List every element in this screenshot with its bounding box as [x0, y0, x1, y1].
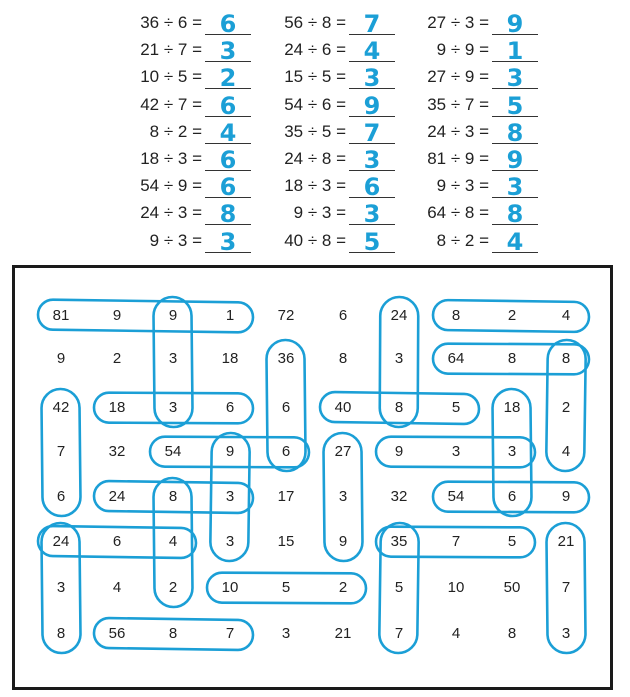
- grid-number[interactable]: 7: [394, 625, 404, 642]
- grid-number[interactable]: 27: [334, 443, 352, 460]
- grid-number[interactable]: 8: [338, 350, 348, 367]
- grid-number[interactable]: 18: [503, 399, 521, 416]
- grid-number[interactable]: 1: [225, 307, 235, 324]
- equation-problem: 56 ÷ 8 =: [284, 13, 346, 32]
- grid-number[interactable]: 10: [221, 579, 239, 596]
- grid-number[interactable]: 24: [52, 533, 70, 550]
- answer-blank[interactable]: [205, 91, 251, 120]
- answer-blank[interactable]: [205, 146, 251, 174]
- grid-number[interactable]: 7: [451, 533, 461, 550]
- grid-number[interactable]: 4: [561, 307, 571, 324]
- grid-number[interactable]: 7: [225, 625, 235, 642]
- grid-number[interactable]: 8: [507, 350, 517, 367]
- equation-problem: 21 ÷ 7 =: [140, 40, 202, 60]
- equation-row: [389, 64, 538, 93]
- grid-number[interactable]: 3: [168, 399, 178, 416]
- answer-blank[interactable]: [205, 227, 251, 256]
- grid-number[interactable]: 3: [561, 625, 571, 642]
- equation-row: [102, 146, 251, 174]
- answer-blank[interactable]: [492, 118, 538, 147]
- grid-number[interactable]: 2: [112, 350, 122, 367]
- grid-number[interactable]: 9: [394, 443, 404, 460]
- grid-number[interactable]: 10: [447, 579, 465, 596]
- equation-row: [389, 227, 538, 256]
- grid-number[interactable]: 21: [557, 533, 575, 550]
- equation-problem: 24 ÷ 8 =: [284, 149, 346, 168]
- grid-number[interactable]: 7: [56, 443, 66, 460]
- grid-number[interactable]: 56: [108, 625, 126, 642]
- grid-number[interactable]: 3: [225, 488, 235, 505]
- grid-number[interactable]: 9: [225, 443, 235, 460]
- handwritten-answer: 4: [219, 118, 237, 147]
- grid-number[interactable]: 6: [112, 533, 122, 550]
- equation-problem: 81 ÷ 9 =: [427, 149, 489, 168]
- grid-number[interactable]: 5: [281, 579, 291, 596]
- handwritten-answer: 3: [363, 200, 381, 229]
- answer-blank[interactable]: [492, 10, 538, 38]
- grid-number[interactable]: 3: [56, 579, 66, 596]
- grid-number[interactable]: 6: [338, 307, 348, 324]
- grid-number[interactable]: 6: [225, 399, 235, 416]
- equation-row: [102, 64, 251, 93]
- equation-problem: 40 ÷ 8 =: [284, 230, 346, 250]
- answer-blank[interactable]: [205, 118, 251, 147]
- equation-row: [246, 10, 395, 38]
- answer-blank[interactable]: [492, 227, 538, 256]
- equation-problem: 24 ÷ 3 =: [140, 203, 202, 223]
- equation-row: [102, 37, 251, 66]
- equation-row: [246, 91, 395, 120]
- handwritten-answer: 6: [219, 173, 237, 202]
- grid-number[interactable]: 50: [503, 579, 521, 596]
- equation-problem: 36 ÷ 6 =: [140, 13, 202, 32]
- equation-problem: 18 ÷ 3 =: [284, 176, 346, 196]
- grid-number[interactable]: 3: [281, 625, 291, 642]
- grid-number[interactable]: 72: [277, 307, 295, 324]
- grid-number[interactable]: 3: [507, 443, 517, 460]
- equation-problem: 10 ÷ 5 =: [140, 67, 202, 87]
- equation-problem: 9 ÷ 3 =: [293, 203, 346, 223]
- grid-number[interactable]: 6: [281, 399, 291, 416]
- grid-number[interactable]: 3: [394, 350, 404, 367]
- handwritten-answer: 6: [219, 10, 237, 38]
- equation-row: [389, 200, 538, 229]
- handwritten-answer: 6: [219, 146, 237, 174]
- grid-number[interactable]: 3: [451, 443, 461, 460]
- equation-row: [246, 173, 395, 202]
- grid-number[interactable]: 2: [561, 399, 571, 416]
- equation-problem: 54 ÷ 9 =: [140, 176, 202, 196]
- grid-number[interactable]: 2: [507, 307, 517, 324]
- equation-row: [389, 146, 538, 174]
- grid-number[interactable]: 2: [168, 579, 178, 596]
- equation-row: [389, 37, 538, 66]
- equation-problem: 27 ÷ 3 =: [427, 13, 489, 32]
- handwritten-answer: 1: [506, 37, 524, 66]
- equation-row: [102, 118, 251, 147]
- equation-problem: 35 ÷ 7 =: [427, 94, 489, 114]
- grid-number[interactable]: 3: [225, 533, 235, 550]
- equation-row: [102, 227, 251, 256]
- equation-row: [246, 227, 395, 256]
- grid-number[interactable]: 6: [56, 488, 66, 505]
- grid-number[interactable]: 24: [108, 488, 126, 505]
- answer-blank[interactable]: [205, 10, 251, 38]
- grid-number[interactable]: 4: [451, 625, 461, 642]
- equation-problem: 24 ÷ 6 =: [284, 40, 346, 60]
- grid-number[interactable]: 32: [108, 443, 126, 460]
- equation-row: [246, 118, 395, 147]
- handwritten-answer: 3: [219, 227, 237, 256]
- handwritten-answer: 4: [363, 37, 381, 66]
- equation-row: [102, 91, 251, 120]
- handwritten-answer: 8: [219, 200, 237, 229]
- handwritten-answer: 6: [363, 173, 381, 202]
- handwritten-answer: 3: [506, 64, 524, 93]
- equation-row: [246, 64, 395, 93]
- equation-row: [246, 146, 395, 174]
- grid-number[interactable]: 18: [221, 350, 239, 367]
- handwritten-answer: 9: [506, 10, 524, 38]
- equation-row: [102, 200, 251, 229]
- equation-problem: 27 ÷ 9 =: [427, 67, 489, 87]
- grid-number[interactable]: 4: [168, 533, 178, 550]
- grid-number[interactable]: 21: [334, 625, 352, 642]
- grid-number[interactable]: 24: [390, 307, 408, 324]
- equation-row: [102, 173, 251, 202]
- equation-problem: 9 ÷ 9 =: [436, 40, 489, 60]
- grid-number[interactable]: 4: [112, 579, 122, 596]
- handwritten-answer: 2: [219, 64, 237, 93]
- handwritten-answer: 6: [219, 91, 237, 120]
- handwritten-answer: 4: [506, 227, 524, 256]
- handwritten-answer: 3: [363, 64, 381, 93]
- handwritten-answer: 9: [363, 91, 381, 120]
- grid-number[interactable]: 8: [56, 625, 66, 642]
- grid-number[interactable]: 6: [281, 443, 291, 460]
- grid-number[interactable]: 8: [168, 625, 178, 642]
- grid-number[interactable]: 17: [277, 488, 295, 505]
- equation-problem: 8 ÷ 2 =: [436, 230, 489, 250]
- answer-blank[interactable]: [492, 37, 538, 66]
- equation-problem: 18 ÷ 3 =: [140, 149, 202, 168]
- handwritten-answer: 8: [506, 200, 524, 229]
- handwritten-answer: 8: [506, 118, 524, 147]
- equation-row: [246, 37, 395, 66]
- handwritten-answer: 9: [506, 146, 524, 174]
- equation-problem: 64 ÷ 8 =: [427, 203, 489, 223]
- answer-blank[interactable]: [205, 200, 251, 229]
- answer-blank[interactable]: [492, 200, 538, 229]
- grid-number[interactable]: 9: [112, 307, 122, 324]
- equation-row: [389, 118, 538, 147]
- handwritten-answer: 5: [506, 91, 524, 120]
- grid-number[interactable]: 81: [52, 307, 70, 324]
- grid-number[interactable]: 9: [338, 533, 348, 550]
- grid-number[interactable]: 5: [394, 579, 404, 596]
- grid-number[interactable]: 5: [451, 399, 461, 416]
- grid-number[interactable]: 8: [394, 399, 404, 416]
- grid-number[interactable]: 54: [447, 488, 465, 505]
- grid-number[interactable]: 15: [277, 533, 295, 550]
- grid-number[interactable]: 9: [168, 307, 178, 324]
- handwritten-answer: 5: [363, 227, 381, 256]
- grid-number[interactable]: 18: [108, 399, 126, 416]
- answer-blank[interactable]: [205, 37, 251, 66]
- handwritten-answer: 7: [363, 10, 381, 38]
- equation-problem: 24 ÷ 3 =: [427, 121, 489, 141]
- equation-problem: 42 ÷ 7 =: [140, 94, 202, 114]
- grid-number[interactable]: 64: [447, 350, 465, 367]
- grid-number[interactable]: 8: [168, 488, 178, 505]
- grid-number[interactable]: 40: [334, 399, 352, 416]
- equation-row: [246, 200, 395, 229]
- answer-blank[interactable]: [492, 146, 538, 174]
- handwritten-answer: 3: [363, 146, 381, 174]
- grid-number[interactable]: 9: [56, 350, 66, 367]
- grid-number[interactable]: 6: [507, 488, 517, 505]
- equation-problem: 8 ÷ 2 =: [149, 121, 202, 141]
- answer-blank[interactable]: [205, 173, 251, 202]
- answer-blank[interactable]: [492, 91, 538, 120]
- handwritten-answer: 7: [363, 118, 381, 147]
- grid-number[interactable]: 8: [507, 625, 517, 642]
- grid-number[interactable]: 2: [338, 579, 348, 596]
- grid-number[interactable]: 42: [52, 399, 70, 416]
- grid-number[interactable]: 36: [277, 350, 295, 367]
- grid-number[interactable]: 8: [561, 350, 571, 367]
- grid-number[interactable]: 32: [390, 488, 408, 505]
- grid-number[interactable]: 5: [507, 533, 517, 550]
- grid-number[interactable]: 7: [561, 579, 571, 596]
- equation-problem: 9 ÷ 3 =: [436, 176, 489, 196]
- equation-row: [389, 10, 538, 38]
- handwritten-answer: 3: [506, 173, 524, 202]
- grid-number[interactable]: 3: [338, 488, 348, 505]
- answer-blank[interactable]: [492, 64, 538, 93]
- grid-number[interactable]: 35: [390, 533, 408, 550]
- grid-number[interactable]: 8: [451, 307, 461, 324]
- grid-number[interactable]: 54: [164, 443, 182, 460]
- number-grid-puzzle: [12, 265, 613, 690]
- equation-row: [389, 91, 538, 120]
- grid-number[interactable]: 3: [168, 350, 178, 367]
- handwritten-answer: 3: [219, 37, 237, 66]
- answer-blank[interactable]: [205, 64, 251, 93]
- grid-number[interactable]: 4: [561, 443, 571, 460]
- equation-problem: 54 ÷ 6 =: [284, 94, 346, 114]
- equation-problem: 15 ÷ 5 =: [284, 67, 346, 87]
- answer-blank[interactable]: [492, 173, 538, 202]
- equation-row: [102, 10, 251, 38]
- grid-number[interactable]: 9: [561, 488, 571, 505]
- equation-problem: 9 ÷ 3 =: [149, 230, 202, 250]
- equation-problem: 35 ÷ 5 =: [284, 121, 346, 141]
- equation-row: [389, 173, 538, 202]
